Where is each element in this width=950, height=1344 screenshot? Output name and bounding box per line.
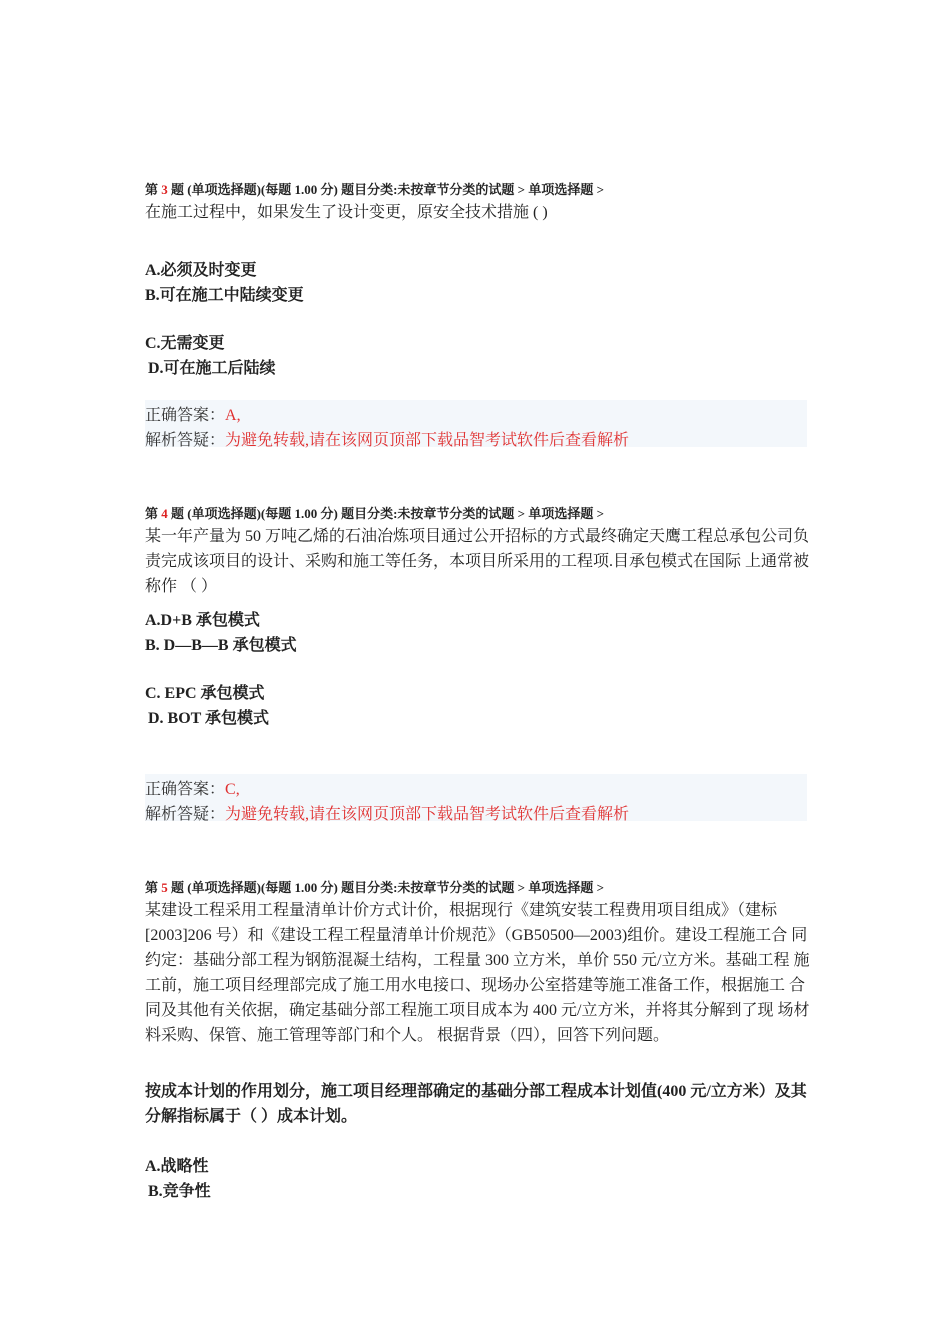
- question-meta: 题 (单项选择题)(每题 1.00 分) 题目分类:未按章节分类的试题 > 单项选择题 >: [171, 880, 604, 895]
- question-5-stem: 某建设工程采用工程量清单计价方式计价，根据现行《建筑安装工程费用项目组成》（建标[2003]206 号）和《建设工程工程量清单计价规范》（GB50500—2003)组价。建设工程施工合 同约定：基础分部工程为钢筋混凝土结构，工程量 300 立方米，单价 550 元/立方米。基础工程 施工前，施工项目经理部完成了施工用水电接口、现场办公室搭建等施工准备工作，根据施工 合同及其他有关依据，确定基础分部工程施工项目成本为 400 元/立方米，并将其分解到了现 场材料采购、保管、施工管理等部门和个人。 根据背景（四），回答下列问题。: [145, 902, 810, 1044]
- question-3-option-c[interactable]: C.无需变更: [145, 335, 225, 352]
- answer-label: 正确答案：: [145, 781, 226, 798]
- question-4-option-c[interactable]: C. EPC 承包模式: [145, 685, 265, 702]
- question-5-substem: 按成本计划的作用划分，施工项目经理部确定的基础分部工程成本计划值(400 元/立方米）及其分解指标属于（ ）成本计划。: [145, 1083, 807, 1125]
- question-4-stem: 某一年产量为 50 万吨乙烯的石油冶炼项目通过公开招标的方式最终确定天鹰工程总承包公司负责完成该项目的设计、采购和施工等任务，本项目所采用的工程项.目承包模式在国际 上通常被称作 （ ）: [145, 528, 810, 595]
- question-prefix: 第: [145, 506, 159, 521]
- question-4-option-d[interactable]: D. BOT 承包模式: [148, 710, 270, 727]
- question-4-header: [145, 503, 604, 522]
- answer-label: 正确答案：: [145, 407, 226, 424]
- question-3-stem: 在施工过程中，如果发生了设计变更，原安全技术措施 ( ): [145, 204, 548, 221]
- question-prefix: 第: [145, 880, 159, 895]
- analysis-text: 为避免转载,请在该网页顶部下载品智考试软件后查看解析: [225, 432, 630, 449]
- question-5-option-a[interactable]: A.战略性: [145, 1158, 209, 1175]
- question-meta: 题 (单项选择题)(每题 1.00 分) 题目分类:未按章节分类的试题 > 单项选择题 >: [171, 182, 604, 197]
- question-3-answer: [145, 402, 241, 425]
- question-number: 3: [161, 182, 168, 197]
- answer-value: C,: [225, 781, 240, 798]
- answer-value: A,: [225, 407, 241, 424]
- question-3-option-d[interactable]: D.可在施工后陆续: [148, 360, 276, 377]
- question-5-header: [145, 877, 604, 896]
- question-4-analysis: [145, 801, 629, 824]
- question-3-option-b[interactable]: B.可在施工中陆续变更: [145, 287, 304, 304]
- question-4-answer: [145, 776, 240, 799]
- question-4-option-a[interactable]: A.D+B 承包模式: [145, 612, 260, 629]
- question-prefix: 第: [145, 182, 159, 197]
- analysis-label: 解析答疑：: [145, 432, 226, 449]
- question-meta: 题 (单项选择题)(每题 1.00 分) 题目分类:未按章节分类的试题 > 单项选择题 >: [171, 506, 604, 521]
- question-3-analysis: [145, 427, 629, 450]
- analysis-label: 解析答疑：: [145, 806, 226, 823]
- question-4-option-b[interactable]: B. D—B—B 承包模式: [145, 637, 297, 654]
- question-3-header: [145, 179, 604, 198]
- question-5-option-b[interactable]: B.竞争性: [148, 1183, 211, 1200]
- question-3-option-a[interactable]: A.必须及时变更: [145, 262, 257, 279]
- question-number: 5: [161, 880, 168, 895]
- analysis-text: 为避免转载,请在该网页顶部下载品智考试软件后查看解析: [225, 806, 630, 823]
- question-number: 4: [161, 506, 168, 521]
